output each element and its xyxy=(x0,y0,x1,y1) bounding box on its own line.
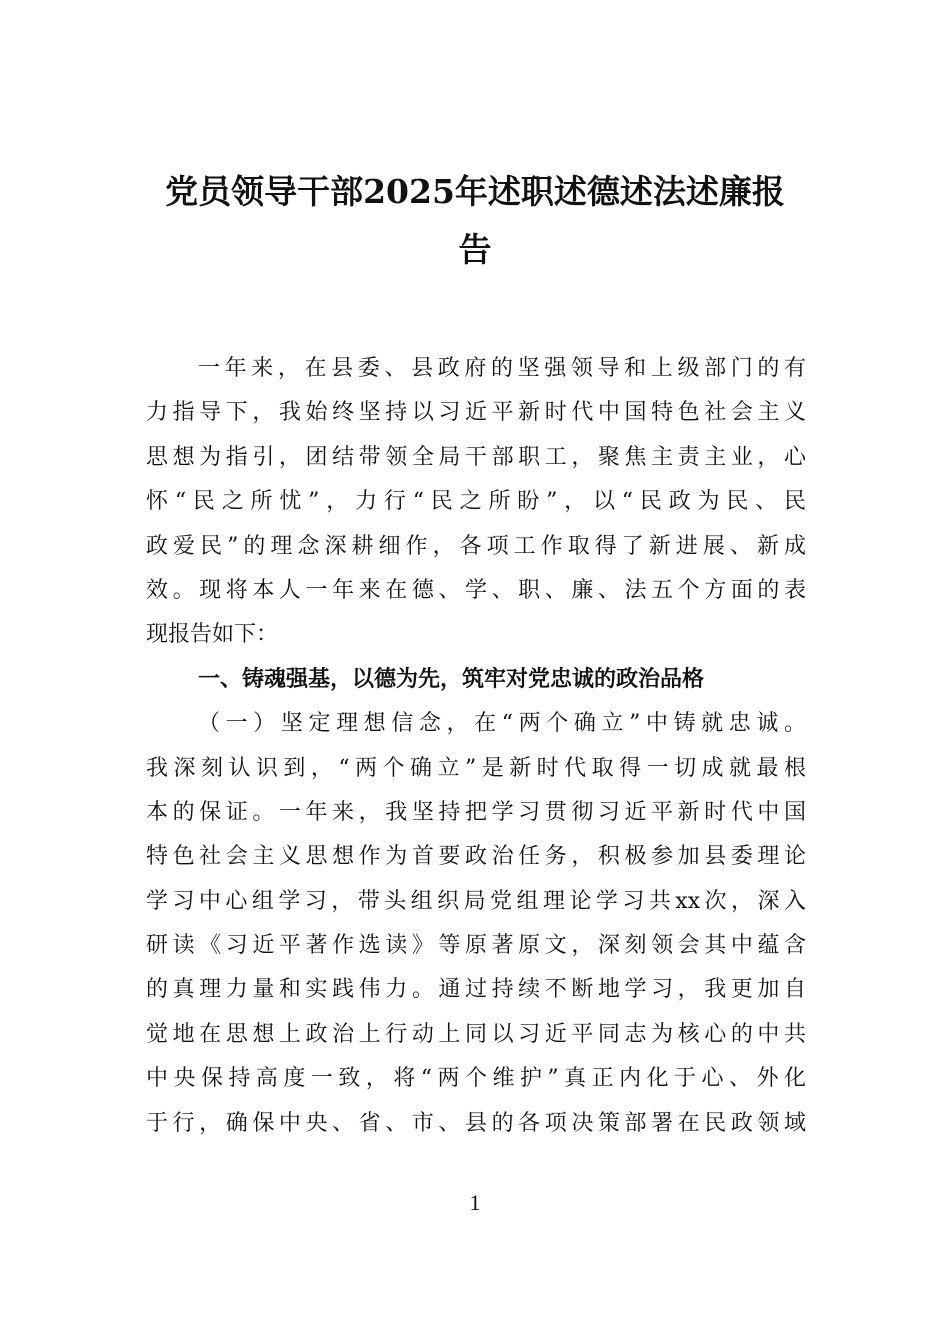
paragraph-line: 中央保持高度一致，将“两个维护”真正内化于心、外化 xyxy=(146,1066,806,1092)
paragraph-line: 政爱民”的理念深耕细作，各项工作取得了新进展、新成 xyxy=(146,533,806,559)
paragraph-line: 怀“民之所忧”，力行“民之所盼”，以“民政为民、民 xyxy=(146,489,806,515)
section-heading: 一、铸魂强基，以德为先，筑牢对党忠诚的政治品格 xyxy=(198,666,705,692)
paragraph-line: （一）坚定理想信念，在“两个确立”中铸就忠诚。 xyxy=(198,711,806,737)
paragraph-line: 效。现将本人一年来在德、学、职、廉、法五个方面的表 xyxy=(146,577,806,603)
paragraph-line: 思想为指引，团结带领全局干部职工，聚焦主责主业，心 xyxy=(146,444,806,470)
paragraph-line: 我深刻认识到，“两个确立”是新时代取得一切成就最根 xyxy=(146,755,806,781)
document-body xyxy=(146,347,806,1146)
paragraph-line: 研读《习近平著作选读》等原著原文，深刻领会其中蕴含 xyxy=(146,933,806,959)
title-line-2: 告 xyxy=(458,230,492,269)
paragraph-line: 觉地在思想上政治上行动上同以习近平同志为核心的中共 xyxy=(146,1021,806,1047)
paragraph-line: 的真理力量和实践伟力。通过持续不断地学习，我更加自 xyxy=(146,977,806,1003)
paragraph-line: 本的保证。一年来，我坚持把学习贯彻习近平新时代中国 xyxy=(146,799,806,825)
page-number: 1 xyxy=(469,1190,481,1215)
paragraph-line: 一年来，在县委、县政府的坚强领导和上级部门的有 xyxy=(198,356,806,381)
paragraph-section-1 xyxy=(146,702,806,1146)
paragraph-intro xyxy=(146,347,806,658)
paragraph-line: 现报告如下： xyxy=(146,622,279,648)
paragraph-line: 特色社会主义思想作为首要政治任务，积极参加县委理论 xyxy=(146,844,806,870)
title-line-1: 党员领导干部2025年述职述德述法述廉报 xyxy=(165,172,785,211)
document-title xyxy=(140,163,810,279)
paragraph-line: 于行，确保中央、省、市、县的各项决策部署在民政领域 xyxy=(146,1110,806,1136)
paragraph-line: 学习中心组学习，带头组织局党组理论学习共xx次，深入 xyxy=(146,888,806,914)
paragraph-line: 力指导下，我始终坚持以习近平新时代中国特色社会主义 xyxy=(146,400,806,426)
